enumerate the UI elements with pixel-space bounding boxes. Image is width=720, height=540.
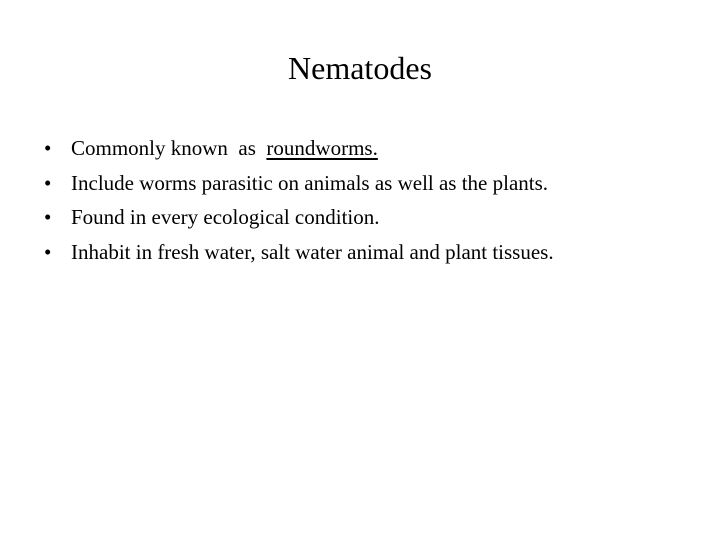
bullet-item [44,235,554,270]
bullet-prefix: Commonly known as [71,136,267,160]
bullet-text: Inhabit in fresh water, salt water animal and plant tissues. [71,239,554,264]
bullet-list [44,131,554,269]
bullet-text [71,131,378,166]
bullet-item [44,166,554,201]
underlined-term: roundworms. [266,136,378,160]
bullet-text: Include worms parasitic on animals as well as the plants. [71,170,549,195]
bullet-icon: • [44,170,52,195]
bullet-item [44,200,554,235]
bullet-item [44,131,554,166]
bullet-icon: • [44,239,52,264]
bullet-icon: • [44,205,52,229]
bullet-text: Found in every ecological condition. [71,205,380,229]
bullet-icon: • [44,136,52,160]
slide-title: Nematodes [288,50,432,86]
